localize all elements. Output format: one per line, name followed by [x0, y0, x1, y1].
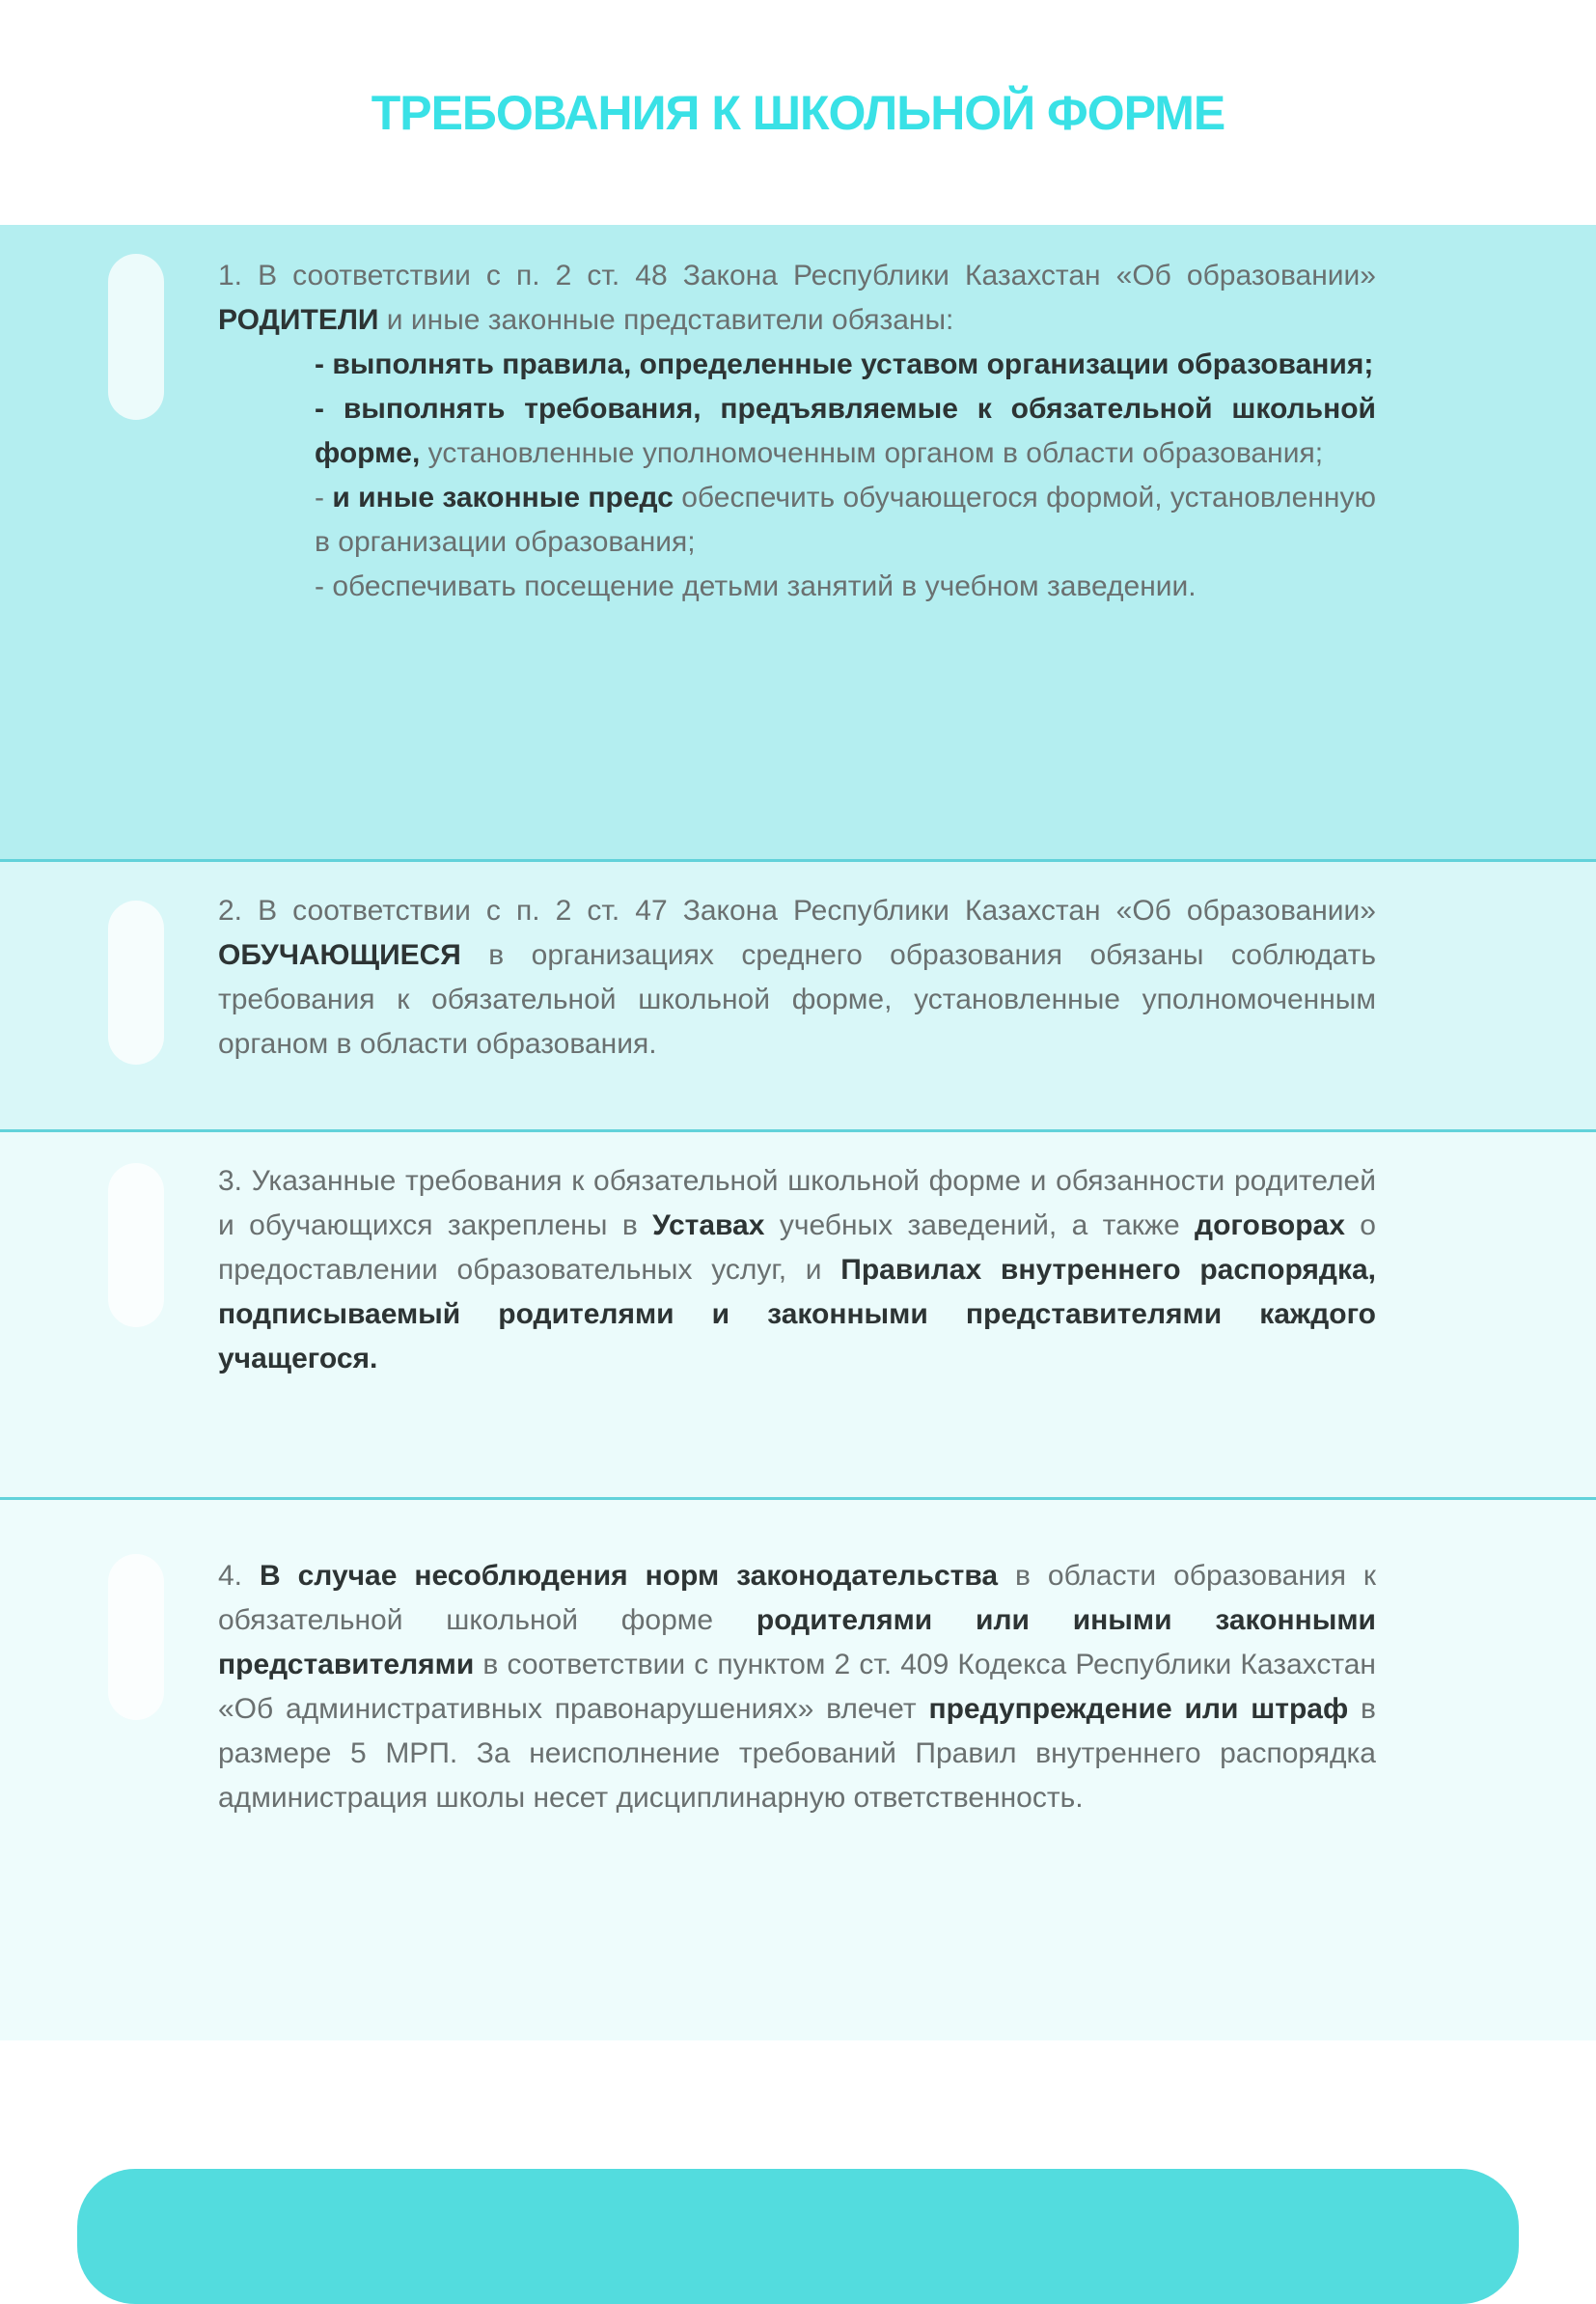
duty-item-3 [218, 476, 1376, 565]
section-3-text [218, 1159, 1376, 1381]
section-marker-icon [108, 1163, 164, 1327]
violation-bold: В случае несоблюдения норм законодательства [259, 1560, 999, 1592]
duty-item-2 [218, 387, 1376, 476]
duty-item-3-rest: обеспечить обучающегося формой, установленную в организации образования; [315, 482, 1376, 558]
section-2-band [0, 862, 1596, 1132]
intro-text: 1. В соответствии с п. 2 ст. 48 Закона Республики Казахстан «Об образовании» [218, 260, 1376, 291]
section-2-text-a: 2. В соответствии с п. 2 ст. 47 Закона Республики Казахстан «Об образовании» [218, 895, 1376, 927]
section-marker-icon [108, 1554, 164, 1720]
section-marker-icon [108, 901, 164, 1065]
section-3-text-a: 3. Указанные требования к обязательной школьной форме и обязанности родителей и обучающихся закреплены в [218, 1165, 1376, 1241]
section-4-text-b: в области образования к обязательной школьной форме [218, 1560, 1377, 1636]
parents-bold: РОДИТЕЛИ [218, 304, 379, 336]
section-4-band [0, 1500, 1596, 2040]
contracts-bold: договорах [1195, 1209, 1345, 1241]
section-3-paragraph [218, 1159, 1376, 1381]
duty-item-4: - обеспечивать посещение детьми занятий в учебном заведении. [315, 570, 1197, 602]
rules-bold: Правилах внутреннего распорядка, подписываемый родителями и законными представителями каждого учащегося. [218, 1254, 1377, 1374]
section-3-text-b: учебных заведений, а также [764, 1209, 1196, 1241]
section-2-text [218, 889, 1376, 1067]
section-4-text-d: в размере 5 МРП. За неисполнение требований Правил внутреннего распорядка администрация школы несет дисциплинарную ответственность. [218, 1693, 1376, 1814]
section-1-band [0, 225, 1596, 862]
penalty-bold: предупреждение или штраф [928, 1693, 1349, 1725]
section-marker-icon [108, 254, 164, 420]
duty-item-3-bold: и иные законные предс [332, 482, 674, 514]
section-2-text-b: в организациях среднего образования обязаны соблюдать требования к обязательной школьной форме, установленные уполномоченным органом в области образования. [218, 939, 1376, 1060]
students-bold: ОБУЧАЮЩИЕСЯ [218, 939, 461, 971]
duty-item-2-bold: - выполнять требования, предъявляемые к обязательной школьной форме, [315, 393, 1376, 469]
duty-item-3-dash: - [315, 482, 333, 514]
section-3-text-c: о предоставлении образовательных услуг, и [218, 1209, 1376, 1286]
section-1-intro [218, 254, 1376, 343]
charters-bold: Уставах [652, 1209, 765, 1241]
section-2-paragraph [218, 889, 1376, 1067]
duty-item-1: - выполнять правила, определенные уставом организации образования; [315, 348, 1374, 380]
guardians-bold: родителями или иными законными представителями [218, 1604, 1376, 1680]
intro-text-end: и иные законные представители обязаны: [378, 304, 954, 336]
page-title: ТРЕБОВАНИЯ К ШКОЛЬНОЙ ФОРМЕ [371, 86, 1225, 140]
section-4-text-c: в соответствии с пунктом 2 ст. 409 Кодекса Республики Казахстан «Об административных правонарушениях» влечет [218, 1649, 1376, 1725]
duty-item-2-rest: установленные уполномоченным органом в области образования; [420, 437, 1324, 469]
section-4-text-a: 4. [218, 1560, 260, 1592]
section-1-text [218, 254, 1376, 609]
section-4-paragraph [218, 1554, 1376, 1820]
section-3-band [0, 1132, 1596, 1500]
footer-bar [77, 2169, 1519, 2304]
section-4-text [218, 1554, 1376, 1820]
